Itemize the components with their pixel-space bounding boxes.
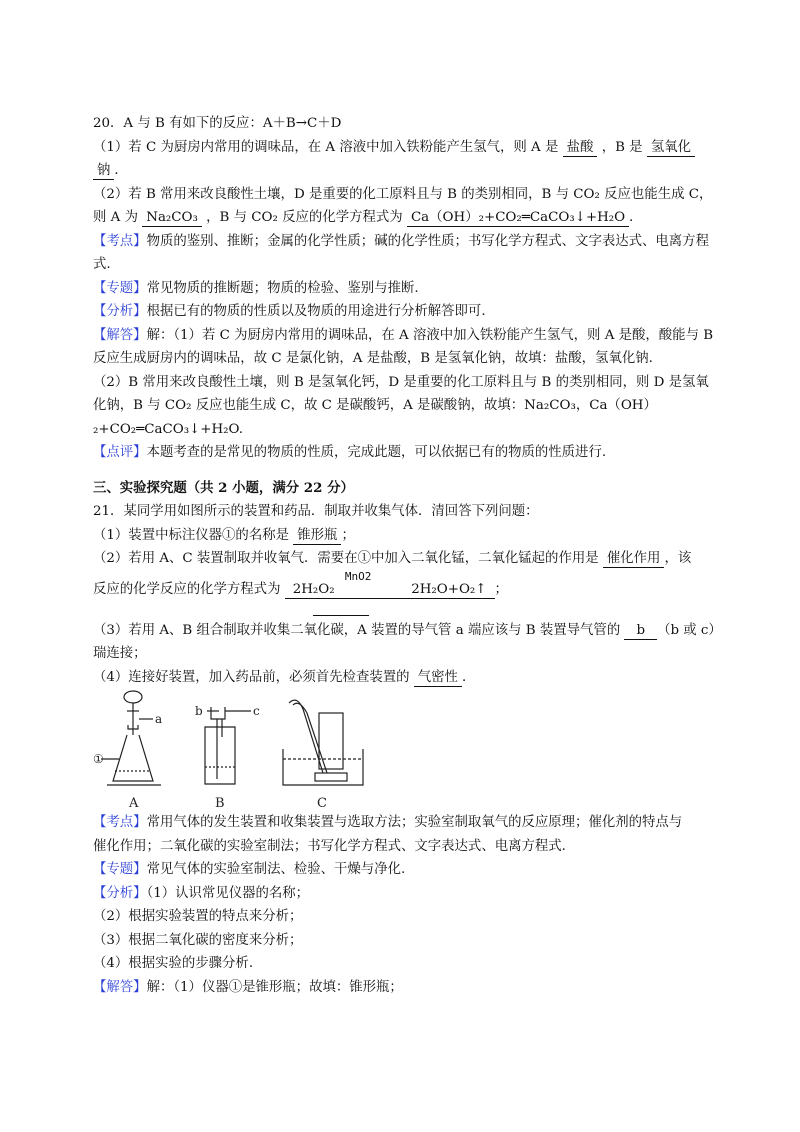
q21-kaodian: 【考点】常用气体的发生装置和收集装置与选取方法；实验室制取氧气的反应原理；催化剂的特点与: [93, 815, 683, 830]
q20-answer-equation: Ca（OH）₂+CO₂═CaCO₃↓+H₂O: [407, 210, 629, 227]
q21-zhuanti: 【专题】常见气体的实验室制法、检验、干燥与净化.: [93, 862, 406, 877]
document-page: [93, 112, 722, 999]
q21-part1: （1）装置中标注仪器①的名称是 锥形瓶 ；: [93, 527, 355, 543]
q20-jieda: 【解答】解：（1）若 C 为厨房内常用的调味品，在 A 溶液中加入铁粉能产生氢气，则 A 是酸，酸能与 B: [93, 327, 714, 343]
q20-part2: （2）若 B 常用来改良酸性土壤，D 是重要的化工原料且与 B 的类别相同，B 与 CO₂ 反应也能生成 C，: [93, 186, 713, 202]
q20-zhuanti: 【专题】常见物质的推断题；物质的检验、鉴别与推断.: [93, 280, 419, 296]
section-title: 三、实验探究题（共 2 小题，满分 22 分）: [93, 479, 354, 496]
q20-dianping: 【点评】本题考查的是常见的物质的性质，完成此题，可以依据已有的物质的性质进行.: [93, 445, 607, 460]
kaodian-tag: 【考点】: [93, 815, 147, 830]
q21-part2-equation: 反应的化学反应的化学方程式为 2H₂O₂ MnO2 2H₂O+O₂↑ ；: [93, 569, 508, 597]
zhuanti-tag: 【专题】: [93, 862, 147, 877]
q20-jieda-3: （2）B 常用来改良酸性土壤，则 B 是氢氧化钙，D 是重要的化工原料且与 B 的类别相同，则 D 是氢氧: [93, 374, 709, 390]
q21-jieda: 【解答】解：（1）仪器①是锥形瓶；故填：锥形瓶；: [93, 979, 403, 995]
label-b: b: [195, 704, 203, 718]
apparatus-b: [205, 707, 251, 784]
fenxi-tag: 【分析】: [93, 885, 147, 901]
label-a: a: [155, 712, 163, 726]
apparatus-c: [283, 700, 363, 785]
equation-underline: [93, 601, 713, 619]
q20-kaodian-cont: 式.: [93, 257, 111, 272]
q20-jieda-4: 化钠，B 与 CO₂ 反应也能生成 C，故 C 是碳酸钙，A 是碳酸钠，故填：Na₂CO₃，Ca（OH）: [93, 398, 657, 413]
jieda-tag: 【解答】: [93, 979, 147, 995]
q21-part3: （3）若用 A、B 组合制取并收集二氧化碳，A 装置的导气管 a 端应该与 B 装置导气管的 b （b 或 c）: [93, 622, 722, 638]
q21-fenxi: 【分析】（1）认识常见仪器的名称；: [93, 885, 310, 901]
q20-answer-na2co3: Na₂CO₃: [142, 210, 202, 227]
caption-b: B: [215, 796, 225, 811]
q21-fenxi-3: （3）根据二氧化碳的密度来分析；: [93, 932, 303, 948]
q20-jieda-5: ₂+CO₂═CaCO₃↓+H₂O.: [93, 421, 243, 437]
fenxi-tag: 【分析】: [93, 304, 147, 319]
kaodian-tag: 【考点】: [93, 233, 147, 249]
q21-part4: （4）连接好装置，加入药品前，必须首先检查装置的 气密性 ．: [93, 669, 476, 685]
jieda-tag: 【解答】: [93, 327, 147, 343]
q21-fenxi-4: （4）根据实验的步骤分析.: [93, 956, 254, 971]
q21-part2: （2）若用 A、C 装置制取并收氧气．需要在①中加入二氧化锰，二氧化锰起的作用是 催化作用 ，该: [93, 551, 692, 566]
q20-jieda-2: 反应生成厨房内的调味品，故 C 是氯化钠，A 是盐酸，B 是氢氧化钠，故填：盐酸，氢氧化钠.: [93, 351, 653, 366]
q20-kaodian: 【考点】物质的鉴别、推断；金属的化学性质；碱的化学性质；书写化学方程式、文字表达式、电离方程: [93, 233, 709, 249]
q20-answer-a: 盐酸: [563, 140, 598, 157]
q21-stem: 21．某同学用如图所示的装置和药品．制取并收集气体．清回答下列问题：: [93, 504, 539, 519]
q20-answer-b: 氢氧化: [647, 140, 695, 157]
label-circle-1: ①: [93, 752, 104, 766]
dianping-tag: 【点评】: [93, 445, 147, 460]
q20-part1-cont: 钠 ．: [93, 159, 713, 183]
q21-part3-cont: 瑞连接；: [93, 646, 147, 661]
q20-stem: 20．A 与 B 有如下的反应：A＋B→C＋D: [93, 116, 342, 131]
apparatus-figure: [93, 689, 713, 811]
q21-answer-flask: 锥形瓶: [293, 528, 341, 545]
q21-fenxi-2: （2）根据实验装置的特点来分析；: [93, 909, 303, 924]
apparatus-diagram: [93, 689, 393, 811]
q20-answer-b-cont: 钠: [93, 163, 114, 180]
apparatus-a: [101, 691, 161, 785]
caption-a: A: [129, 796, 139, 811]
q20-part2-cont: 则 A 为 Na₂CO₃ ，B 与 CO₂ 反应的化学方程式为 Ca（OH）₂+CO₂═CaCO₃↓+H₂O ．: [93, 210, 643, 225]
q21-answer-catalysis: 催化作用: [603, 551, 665, 568]
q20-fenxi: 【分析】根据已有的物质的性质以及物质的用途进行分析解答即可.: [93, 304, 486, 319]
q21-answer-equation: 2H₂O₂ MnO2 2H₂O+O₂↑: [285, 582, 495, 599]
q21-answer-airtight: 气密性: [414, 670, 462, 687]
catalyst-label: MnO2: [344, 569, 372, 583]
q21-kaodian-cont: 催化作用；二氧化碳的实验室制法；书写化学方程式、文字表达式、电离方程式.: [93, 838, 566, 854]
q20-part1: （1）若 C 为厨房内常用的调味品，在 A 溶液中加入铁粉能产生氢气，则 A 是 盐酸 ，B 是 氢氧化: [93, 136, 713, 160]
caption-c: C: [317, 796, 327, 811]
zhuanti-tag: 【专题】: [93, 280, 147, 296]
label-c: c: [253, 704, 260, 718]
q21-answer-b: b: [624, 623, 657, 640]
